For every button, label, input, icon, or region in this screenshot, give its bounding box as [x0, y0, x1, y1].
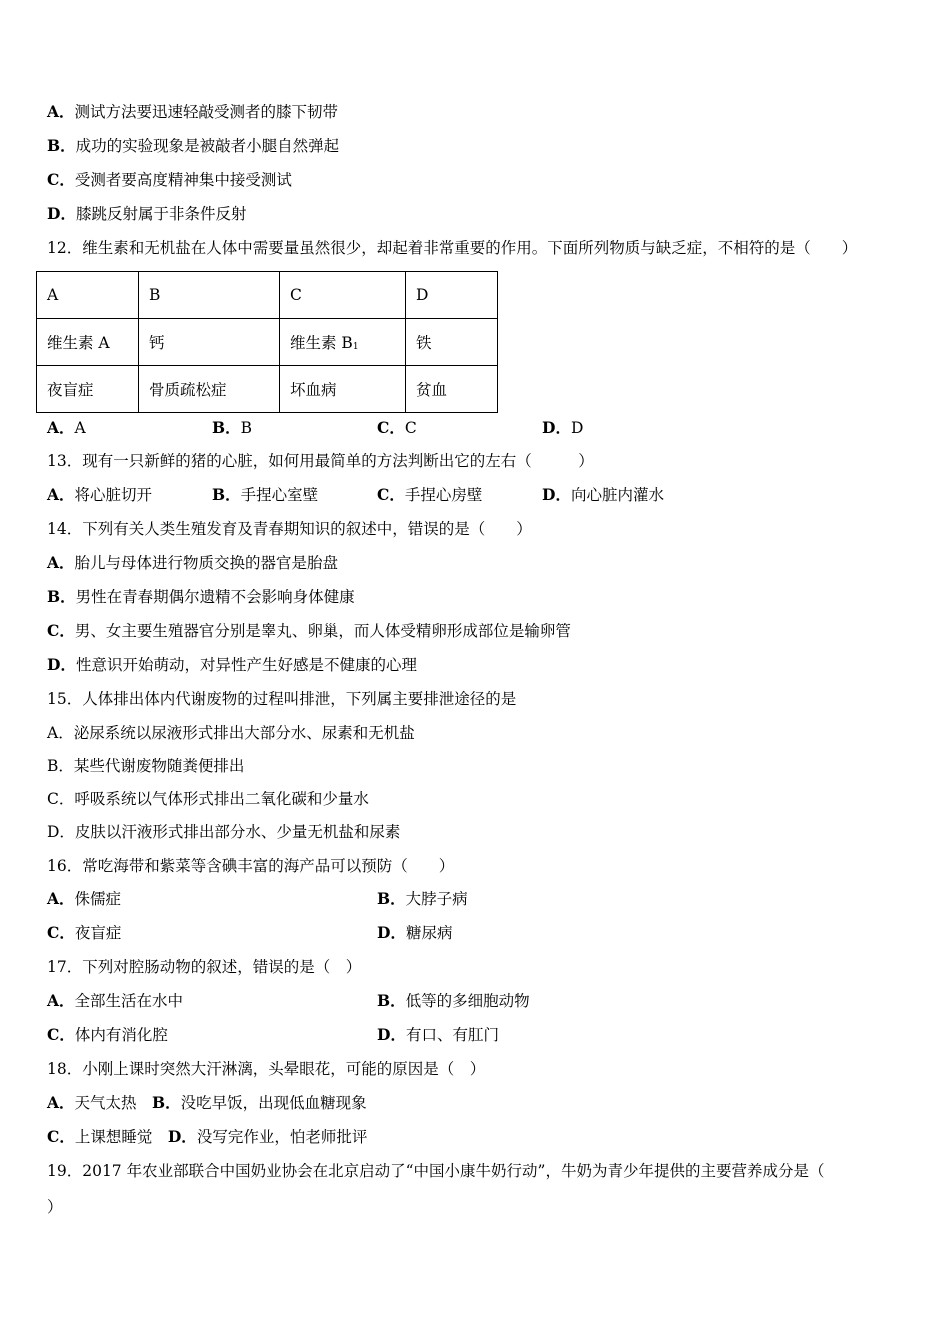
q15-option-b: B．某些代谢废物随粪便排出: [47, 757, 245, 775]
q18-options-ab: A．天气太热 B．没吃早饭，出现低血糖现象: [47, 1093, 367, 1112]
q19-stem: 19．2017 年农业部联合中国奶业协会在北京启动了“中国小康牛奶行动”，牛奶为青少年提供的主要营养成分是（: [47, 1162, 825, 1180]
q12-stem: 12．维生素和无机盐在人体中需要量虽然很少，却起着非常重要的作用。下面所列物质与缺乏症，不相符的是（ ）: [47, 239, 858, 257]
q14-option-c: C．男、女主要生殖器官分别是睾丸、卵巢，而人体受精卵形成部位是输卵管: [47, 621, 571, 640]
q18-options-cd: C．上课想睡觉 D．没写完作业，怕老师批评: [47, 1127, 368, 1146]
table-cell: 夜盲症: [37, 366, 139, 413]
subscript: 1: [352, 342, 359, 352]
q14-option-a: A．胎儿与母体进行物质交换的器官是胎盘: [47, 553, 339, 572]
table-cell: 坏血病: [280, 366, 406, 413]
q19-stem-continued: ）: [47, 1198, 63, 1216]
q17-option-c: C．体内有消化腔: [47, 1025, 168, 1044]
table-cell: [280, 319, 406, 366]
q13-stem: 13．现有一只新鲜的猪的心脏，如何用最简单的方法判断出它的左右（ ）: [47, 452, 594, 470]
q18-stem: 18．小刚上课时突然大汗淋漓，头晕眼花，可能的原因是（ ）: [47, 1060, 486, 1078]
table-cell: 贫血: [406, 366, 498, 413]
q13-option-c: C．手捏心房壁: [377, 485, 483, 504]
q11-option-d: D．膝跳反射属于非条件反射: [47, 204, 247, 223]
q14-option-b: B．男性在青春期偶尔遗精不会影响身体健康: [47, 587, 355, 606]
table-row: [37, 319, 498, 366]
q17-stem: 17．下列对腔肠动物的叙述，错误的是（ ）: [47, 958, 362, 976]
q11-option-b: B．成功的实验现象是被敲者小腿自然弹起: [47, 136, 340, 155]
q12-option-a: A．A: [47, 418, 86, 437]
q16-option-d: D．糖尿病: [377, 923, 453, 942]
table-cell: D: [406, 272, 498, 319]
table-row: [37, 272, 498, 319]
q13-option-d: D．向心脏内灌水: [542, 485, 664, 504]
q14-stem: 14．下列有关人类生殖发育及青春期知识的叙述中，错误的是（ ）: [47, 520, 532, 538]
q11-option-c: C．受测者要高度精神集中接受测试: [47, 170, 292, 189]
q16-option-a: A．侏儒症: [47, 889, 122, 908]
q15-stem: 15．人体排出体内代谢废物的过程叫排泄，下列属主要排泄途径的是: [47, 690, 517, 708]
q12-option-d: D．D: [542, 418, 584, 437]
q15-option-a: A．泌尿系统以尿液形式排出大部分水、尿素和无机盐: [47, 724, 415, 742]
table-row: [37, 366, 498, 413]
table-cell: 铁: [406, 319, 498, 366]
q15-option-d: D．皮肤以汗液形式排出部分水、少量无机盐和尿素: [47, 823, 401, 841]
table-cell: 钙: [139, 319, 280, 366]
q17-option-d: D．有口、有肛门: [377, 1025, 499, 1044]
q11-option-a: A．测试方法要迅速轻敲受测者的膝下韧带: [47, 102, 339, 121]
table-cell: B: [139, 272, 280, 319]
q12-option-b: B．B: [212, 418, 252, 437]
q16-option-c: C．夜盲症: [47, 923, 122, 942]
q17-option-a: A．全部生活在水中: [47, 991, 184, 1010]
table-cell: A: [37, 272, 139, 319]
q12-option-c: C．C: [377, 418, 417, 437]
q14-option-d: D．性意识开始萌动，对异性产生好感是不健康的心理: [47, 655, 417, 674]
table-cell: 骨质疏松症: [139, 366, 280, 413]
q13-option-b: B．手捏心室壁: [212, 485, 319, 504]
q13-option-a: A．将心脏切开: [47, 485, 153, 504]
q17-option-b: B．低等的多细胞动物: [377, 991, 530, 1010]
table-cell: 维生素 A: [37, 319, 139, 366]
table-cell: C: [280, 272, 406, 319]
q16-option-b: B．大脖子病: [377, 889, 468, 908]
cell-text: 维生素 B: [290, 334, 353, 352]
q15-option-c: C．呼吸系统以气体形式排出二氧化碳和少量水: [47, 790, 369, 808]
q12-table: [36, 271, 498, 413]
q16-stem: 16．常吃海带和紫菜等含碘丰富的海产品可以预防（ ）: [47, 857, 455, 875]
